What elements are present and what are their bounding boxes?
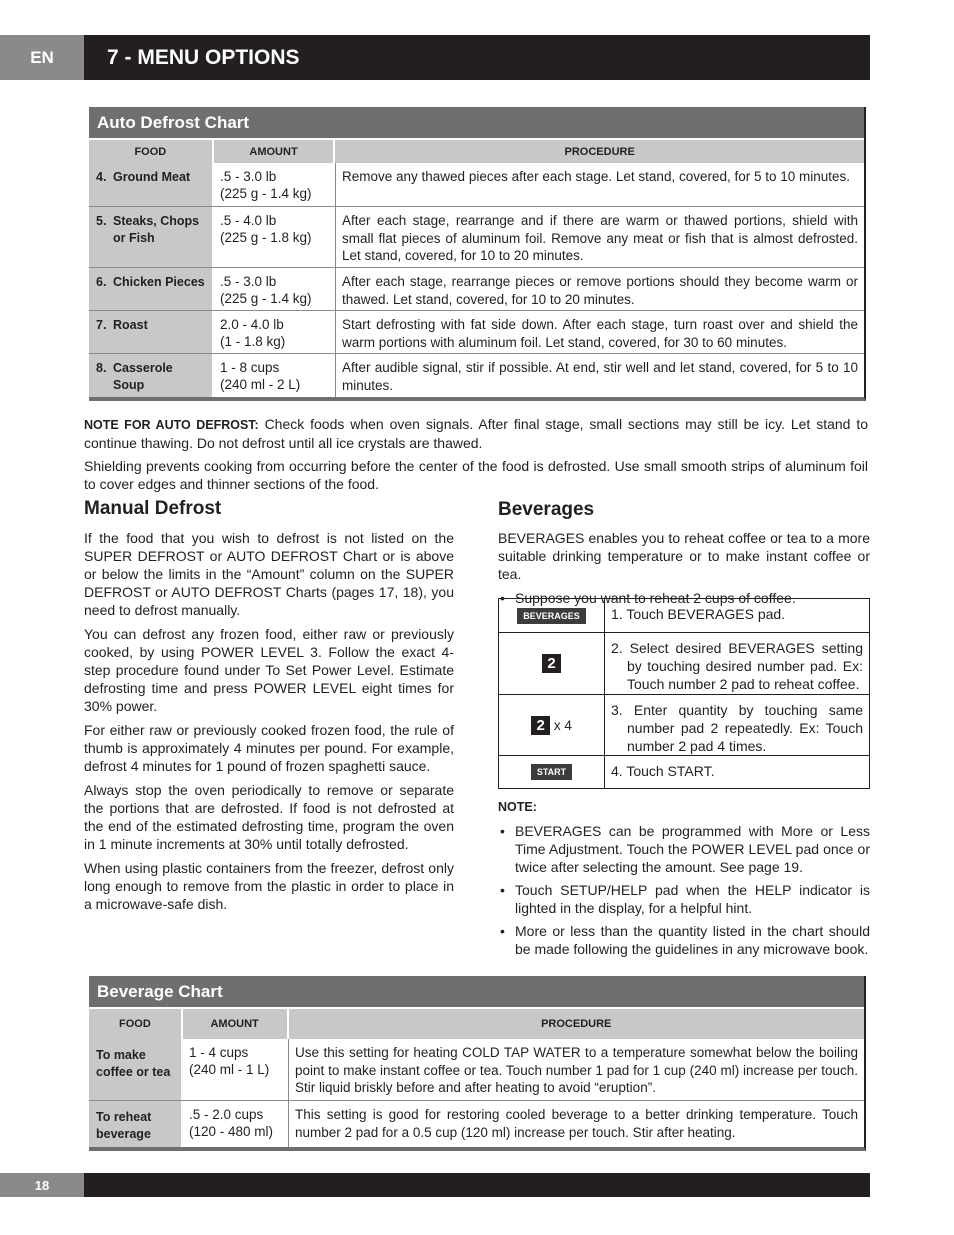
food-line [96, 274, 205, 291]
food-cell [89, 311, 214, 353]
amount-line: .5 - 4.0 lb [220, 213, 277, 228]
shielding-note: Shielding prevents cooking from occurring before the center of the food is defrosted. Use small smooth strips of aluminum foil to cover edges and thinner sections of the food. [84, 458, 868, 492]
amount-cell [214, 268, 336, 310]
note-item: • More or less than the quantity listed in the chart should be made following the guidelines in any microwave book. [498, 922, 870, 958]
intro-text: BEVERAGES enables you to reheat coffee or tea to a more suitable drinking temperature or to make instant coffee or tea. [498, 530, 870, 582]
food-number: 7. [96, 318, 107, 332]
amount-line: (120 - 480 ml) [189, 1124, 274, 1139]
amount-line: .5 - 3.0 lb [220, 274, 277, 289]
amount-line: .5 - 3.0 lb [220, 169, 277, 184]
amount-line: (225 g - 1.4 kg) [220, 186, 312, 201]
paragraph: When using plastic containers from the freezer, defrost only long enough to remove from the plastic in order to place in a microwave-safe dish. [84, 860, 454, 912]
amount-line: .5 - 2.0 cups [189, 1107, 264, 1122]
section-title: 7 - MENU OPTIONS [84, 35, 870, 80]
table-row [89, 1100, 864, 1147]
food-cell [89, 354, 214, 397]
procedure-cell: Use this setting for heating COLD TAP WATER to a temperature somewhat below the boiling point to make instant coffee or tea. Touch number 1 pad for 1 cup (240 ml) increase per touch. Stir liquid briskly before and after heating to avoid “eruption”. [295, 1045, 858, 1095]
amount-cell [214, 354, 336, 397]
amount-cell [214, 207, 336, 267]
note-text: Check foods when oven signals. After final stage, small sections may still be icy. Let stand to continue thawing. Do not defrost until all ice crystals are thawed. [84, 416, 868, 451]
food-number: 6. [96, 275, 107, 289]
chart-header [89, 138, 864, 163]
amount-line: (1 - 1.8 kg) [220, 334, 286, 349]
step-text: 2. Select desired BEVERAGES setting by touching desired number pad. Ex: Touch number 2 pad to reheat coffee. [611, 640, 863, 692]
food-cell [89, 163, 214, 206]
paragraph: If the food that you wish to defrost is not listed on the SUPER DEFROST or AUTO DEFROST Chart or is above or below the limits in the “Amount” column on the SUPER DEFROST or AUTO DEFROST Charts (pages 17, 18), you need to defrost manually. [84, 530, 454, 618]
paragraph: You can defrost any frozen food, either raw or previously cooked, by using POWER LEVEL 3. Follow the exact 4-step procedure found under To Set Power Level. Estimate defrosting time and press POWER LEVEL eight times for 30% power. [84, 626, 454, 714]
chart-header [89, 1007, 864, 1039]
food-line: To reheat [96, 1110, 152, 1124]
food-line [96, 213, 205, 230]
column-header: PROCEDURE [541, 1018, 612, 1030]
amount-cell [214, 311, 336, 353]
food-name: Chicken Pieces [113, 275, 205, 289]
step-row [499, 599, 869, 632]
paragraph: Always stop the oven periodically to remove or separate the portions that are defrosted. If food is not defrosted at the end of the estimated defrosting time, program the oven in 1 minute increments at 30% until totally defrosted. [84, 782, 454, 852]
note-item: • BEVERAGES can be programmed with More or Less Time Adjustment. Touch the POWER LEVEL pad once or twice after selecting the amount. See page 19. [498, 822, 870, 876]
manual-defrost-heading: Manual Defrost [84, 498, 222, 519]
food-name: Roast [113, 318, 148, 332]
number-pad-icon: 2 [542, 654, 561, 673]
table-row [89, 353, 864, 397]
table-row [89, 310, 864, 353]
amount-line: 1 - 4 cups [189, 1045, 249, 1060]
note-label: NOTE FOR AUTO DEFROST: [84, 418, 259, 432]
auto-defrost-note [84, 415, 868, 452]
food-line: coffee or tea [96, 1065, 171, 1079]
food-line: beverage [96, 1127, 151, 1141]
amount-cell [183, 1039, 289, 1100]
food-line [96, 317, 205, 334]
food-name: Soup [113, 378, 145, 392]
note-label: NOTE: [498, 800, 537, 814]
beverages-notes [498, 798, 870, 963]
amount-cell [183, 1101, 289, 1147]
food-line: To make [96, 1048, 146, 1062]
table-row [89, 163, 864, 206]
food-line [96, 377, 205, 394]
food-name: or Fish [113, 231, 155, 245]
column-header: FOOD [89, 1009, 183, 1039]
multiplier: x 4 [553, 717, 572, 733]
step-row [499, 694, 869, 755]
chart-title: Auto Defrost Chart [89, 107, 864, 138]
food-name: Ground Meat [113, 170, 191, 184]
amount-line: 1 - 8 cups [220, 360, 280, 375]
footer-bar [84, 1173, 870, 1197]
beverage-steps-table [498, 598, 870, 789]
food-line [96, 360, 205, 377]
table-row [89, 267, 864, 310]
procedure-cell: After each stage, rearrange and if there are warm or thawed portions, shield with small flat pieces of aluminum foil. Remove any meat or fish that is almost defrosted. Let stand, covered, for 10 to 20 minutes. [342, 213, 858, 263]
food-name: Casserole [113, 361, 173, 375]
start-pad-icon: START [531, 764, 572, 780]
table-row [89, 1039, 864, 1100]
note-item: • Touch SETUP/HELP pad when the HELP indicator is lighted in the display, for a helpful hint. [498, 881, 870, 917]
column-header: AMOUNT [214, 140, 336, 163]
food-cell [89, 207, 214, 267]
step-text: 4. Touch START. [611, 763, 715, 779]
procedure-cell: This setting is good for restoring cooled beverage to a better drinking temperature. Touch number 2 pad for a 0.5 cup (120 ml) increase per touch. Stir after heating. [295, 1107, 858, 1140]
beverages-pad-icon: BEVERAGES [517, 608, 586, 624]
procedure-cell: After each stage, rearrange pieces or remove portions should they become warm or thawed. Let stand, covered, for 10 to 20 minutes. [342, 274, 858, 307]
auto-defrost-chart [89, 107, 866, 401]
food-number: 8. [96, 361, 107, 375]
procedure-cell: Start defrosting with fat side down. After each stage, turn roast over and shield the warm portions with aluminum foil. Let stand, covered, for 30 to 60 minutes. [342, 317, 858, 350]
amount-line: (225 g - 1.4 kg) [220, 291, 312, 306]
step-text: 3. Enter quantity by touching same number pad 2 repeatedly. Ex: Touch number 2 pad 4 times. [611, 702, 863, 754]
column-header: FOOD [89, 140, 214, 163]
chart-title: Beverage Chart [89, 976, 864, 1007]
food-number: 4. [96, 170, 107, 184]
manual-defrost-text [84, 529, 454, 919]
beverages-heading: Beverages [498, 499, 595, 520]
amount-line: (225 g - 1.8 kg) [220, 230, 312, 245]
procedure-cell: Remove any thawed pieces after each stage. Let stand, covered, for 5 to 10 minutes. [342, 169, 851, 184]
beverage-chart [89, 976, 866, 1151]
page-number: 18 [0, 1173, 84, 1197]
amount-line: 2.0 - 4.0 lb [220, 317, 284, 332]
number-pad-icon: 2 [531, 716, 550, 735]
step-text: 1. Touch BEVERAGES pad. [611, 606, 786, 622]
food-cell [89, 1101, 183, 1147]
procedure-cell: After audible signal, stir if possible. At end, stir well and let stand, covered, for 5 to 10 minutes. [342, 360, 858, 393]
food-line [96, 169, 205, 186]
amount-line: (240 ml - 2 L) [220, 377, 301, 392]
food-number: 5. [96, 214, 107, 228]
food-cell [89, 1039, 183, 1100]
step-row [499, 755, 869, 788]
step-row [499, 632, 869, 694]
food-cell [89, 268, 214, 310]
column-header: AMOUNT [183, 1009, 289, 1039]
amount-cell [214, 163, 336, 206]
amount-line: (240 ml - 1 L) [189, 1062, 270, 1077]
language-tab: EN [0, 35, 84, 80]
table-row [89, 206, 864, 267]
column-header: PROCEDURE [564, 145, 635, 158]
food-line [96, 230, 205, 247]
paragraph: For either raw or previously cooked frozen food, the rule of thumb is approximately 4 minutes per pound. For example, defrost 4 minutes for 1 pound of frozen spaghetti sauce. [84, 722, 454, 774]
example-text: • Suppose you want to reheat 2 cups of coffee. [498, 589, 870, 607]
food-name: Steaks, Chops [113, 214, 200, 228]
